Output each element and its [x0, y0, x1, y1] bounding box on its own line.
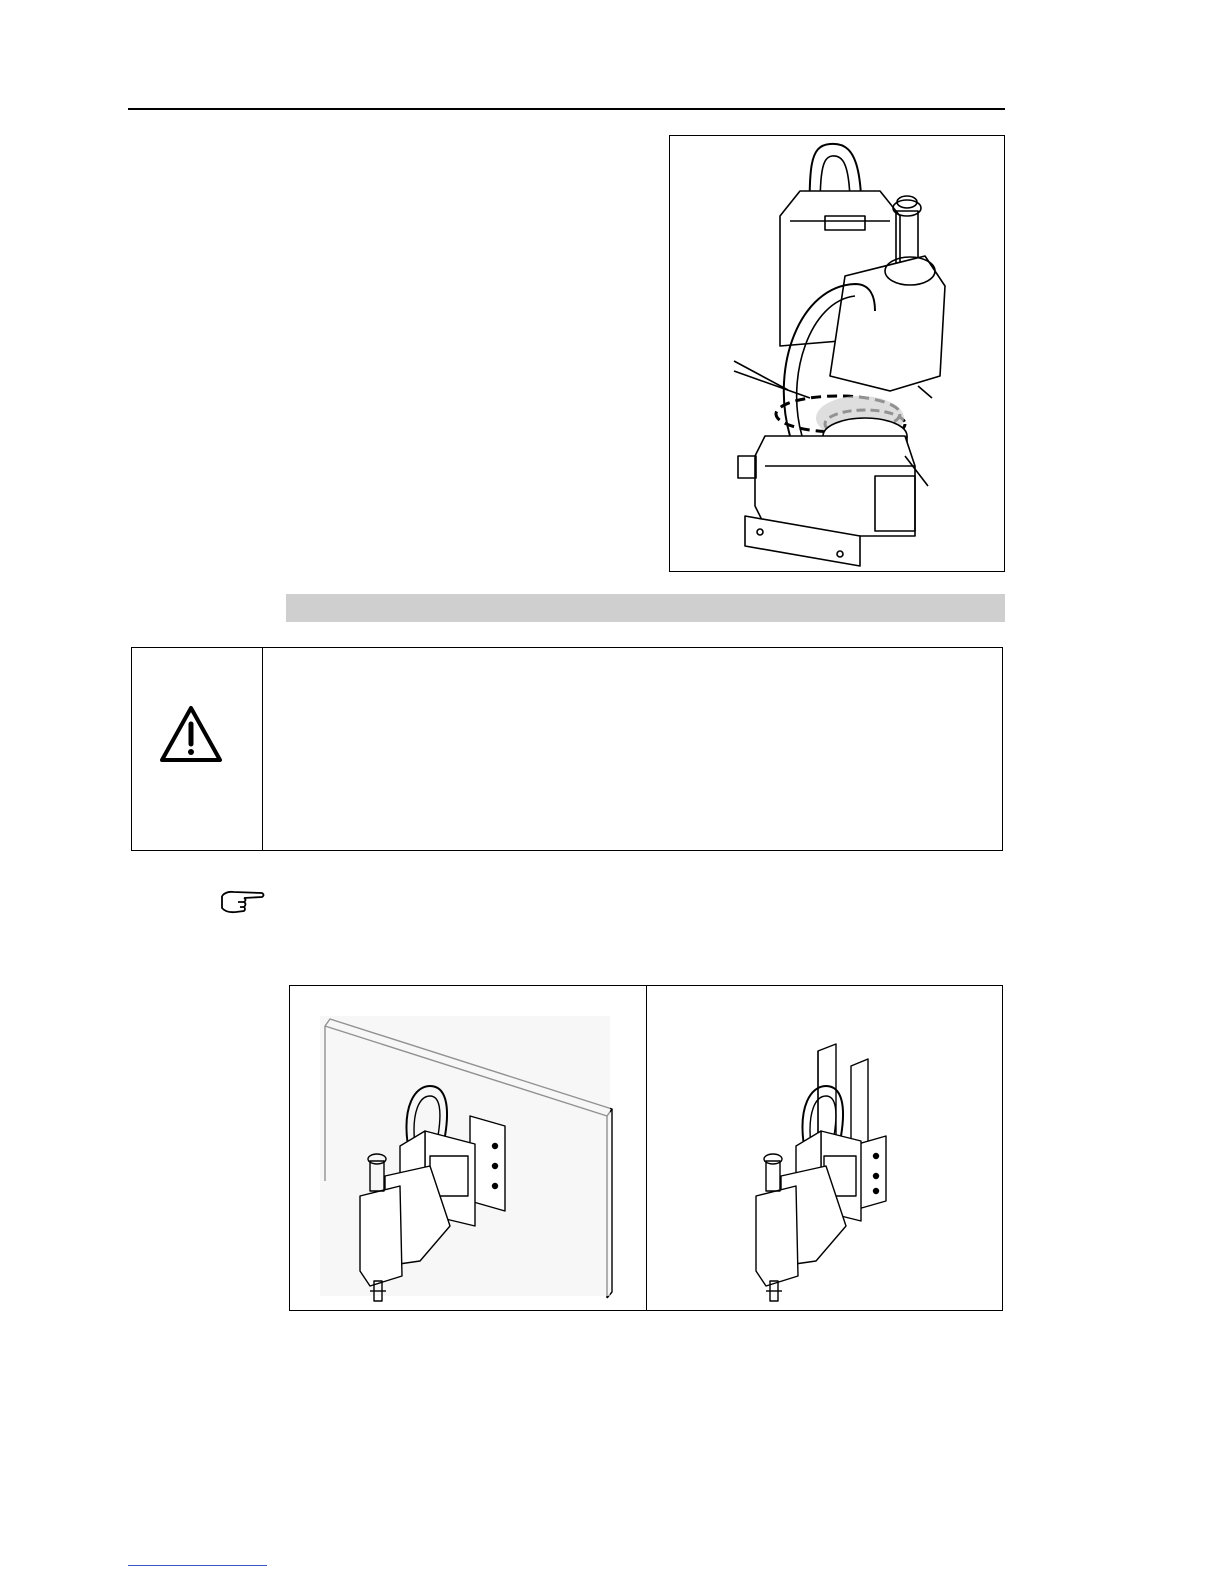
- footer-link-rule[interactable]: [128, 1565, 267, 1566]
- section-heading-bar: [286, 594, 1005, 622]
- robot-figure-top: [669, 135, 1005, 572]
- header-rule: [128, 108, 1005, 110]
- scara-robot-wall-mount-icon: [670, 136, 1004, 571]
- caution-box: [131, 647, 1003, 851]
- robot-mounted-on-wall-icon: [290, 986, 646, 1310]
- robot-mounted-on-frame-icon: [646, 986, 1002, 1310]
- mounting-figures: [289, 985, 1003, 1311]
- caution-icon-cell: [132, 648, 263, 850]
- warning-triangle-icon: [158, 704, 224, 766]
- pointing-hand-icon: [218, 888, 266, 914]
